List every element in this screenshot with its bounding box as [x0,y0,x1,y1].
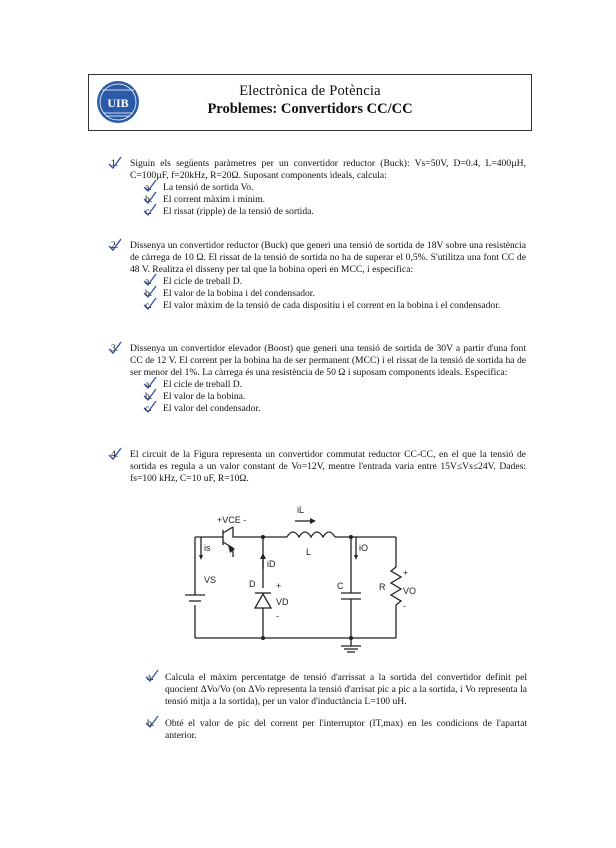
vce-label: +VCE - [217,515,247,525]
item-letter: a. [147,672,154,683]
item-letter: a. [145,276,152,287]
list-item [145,300,526,312]
document-title: Electrònica de Potència [239,83,381,99]
list-item [145,276,526,288]
item-text: El valor màxim de la tensió de cada dispositiu i el corrent en la bobina i el condensador. [163,300,501,311]
logo-text: UIB [107,96,129,110]
vo-minus: - [403,601,406,611]
item-text: El rissat (ripple) de la tensió de sortida. [163,206,314,217]
item-text: El valor de la bobina i del condensador. [163,288,315,299]
capacitor-label: C [337,581,344,591]
io-label: iO [359,543,368,553]
item-letter: b. [147,718,155,729]
problem-4 [111,449,526,485]
il-label: iL [297,505,305,515]
problem-2 [111,240,526,312]
item-text: El valor del condensador. [163,403,261,414]
buck-converter-circuit [183,497,423,662]
inductor-label: L [306,547,312,557]
vd-label: VD [276,597,289,607]
problem-4-item-b [147,718,527,742]
problem-text: Dissenya un convertidor reductor (Buck) que generi una tensió de sortida de 18V sobre una resistència de càrrega de 10 Ω. El rissat de la tensió de sortida no ha de superar el 0,5%. S'utilitza una font CC de 48 V. Realitza el disseny per tal que la bobina operi en MCC, i especifica: [130,240,526,275]
problem-text: Dissenya un convertidor elevador (Boost) que generi una tensió de sortida de 30V a partir d'una font CC de 12 V. El corrent per la bobina ha de ser permanent (MCC) i el rissat de la tensió de sortida ha de ser menor del 1%. La càrrega és una resistència de 50 Ω i suposam components ideals. Especifica: [130,343,526,378]
list-item [145,288,526,300]
item-letter: a. [145,379,152,390]
item-letter: a. [145,182,152,193]
item-letter: b. [145,194,153,205]
problem-3-items [145,379,526,415]
problem-4-item-a [147,672,527,708]
item-text: Obté el valor de pic del corrent per l'interruptor (IT,max) en les condicions de l'apartat anterior. [165,718,527,741]
header-box [88,74,532,131]
item-text: La tensió de sortida Vo. [163,182,254,193]
list-item [145,194,526,206]
problem-number: 2. [111,240,119,251]
list-item [145,206,526,218]
vs-label: VS [204,575,217,585]
item-letter: c. [145,206,152,217]
list-item [145,403,526,415]
vo-label: VO [403,586,417,596]
list-item [145,391,526,403]
problem-1 [111,158,526,218]
diode-label: D [249,579,256,589]
item-text: El valor de la bobina. [163,391,246,402]
list-item [145,182,526,194]
problem-number: 1. [111,158,119,169]
item-letter: c. [145,403,152,414]
problem-3 [111,343,526,415]
list-item [145,379,526,391]
vd-minus: - [276,611,279,621]
problem-number: 3. [111,343,119,354]
vd-plus: + [276,581,282,591]
problem-number: 4. [111,449,119,460]
vo-plus: + [403,568,409,578]
item-text: El cicle de treball D. [163,379,243,390]
problem-text: El circuit de la Figura representa un convertidor commutat reductor CC-CC, en el que la tensió de sortida es regula a un valor constant de Vo=12V, mentre l'entrada varia entre 15V≤Vs≤24V. Dades: fs=100 kHz, C=10 uF, R=10Ω. [130,449,526,484]
id-label: iD [267,559,276,569]
item-letter: b. [145,391,153,402]
item-text: El corrent màxim i mínim. [163,194,266,205]
resistor-label: R [379,582,386,592]
problem-text: Siguin els següents paràmetres per un convertidor reductor (Buck): Vs=50V, D=0.4, L=400µH, C=100µF, f=20kHz, R=20Ω. Suposant components ideals, calcula: [130,158,526,181]
is-label: is [204,543,211,553]
document-subtitle: Problemes: Convertidors CC/CC [207,101,413,117]
item-letter: b. [145,288,153,299]
item-letter: c. [145,300,152,311]
problem-2-items [145,276,526,312]
problem-1-items [145,182,526,218]
item-text: Calcula el màxim percentatge de tensió d'arrissat a la sortida del convertidor definit pel quocient ΔVo/Vo (on ΔVo representa la tensió d'arrisat pic a pic a la sortida, i Vo representa la tensió mitja a la sortida), per un valor d'inductància L=100 uH. [165,672,527,707]
item-text: El cicle de treball D. [163,276,243,287]
